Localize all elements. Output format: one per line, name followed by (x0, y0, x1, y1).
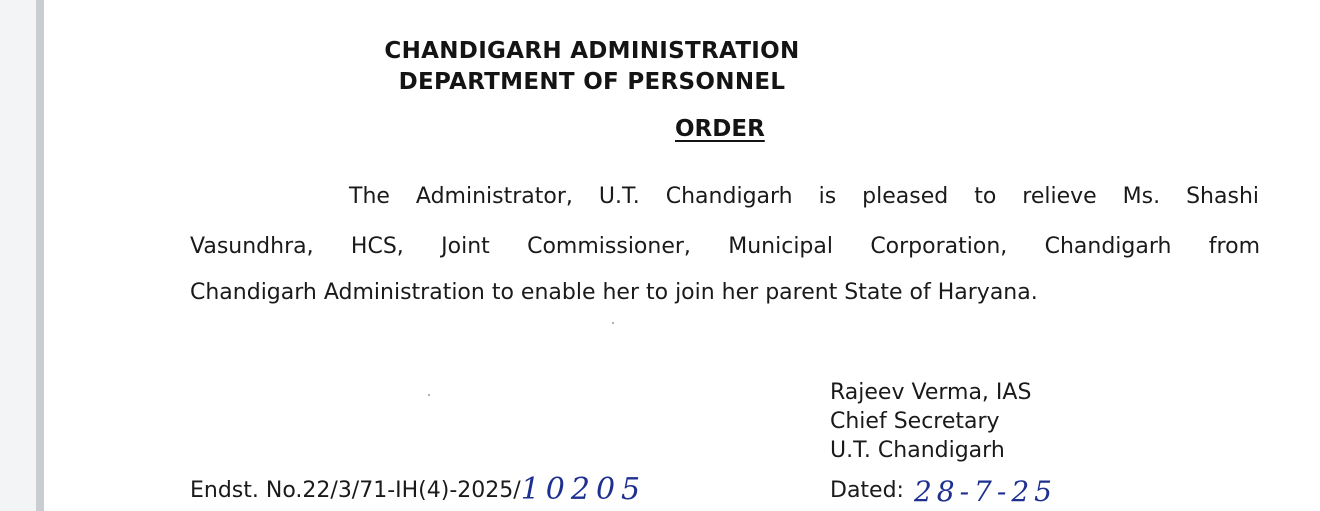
signatory-place: U.T. Chandigarh (830, 438, 1005, 463)
order-body-line2: Vasundhra, HCS, Joint Commissioner, Municipal Corporation, Chandigarh from (190, 234, 1260, 259)
endorsement-label: Endst. No.22/3/71-IH(4)-2025/ (190, 478, 521, 503)
order-title: ORDER (675, 116, 765, 142)
order-body-line1: The Administrator, U.T. Chandigarh is pleased to relieve Ms. Shashi (349, 184, 1259, 209)
handwritten-date: 28-7-25 (913, 475, 1057, 508)
department-heading-line2: DEPARTMENT OF PERSONNEL (398, 69, 786, 95)
dated-label: Dated: (830, 478, 904, 503)
endorsement-number (190, 472, 646, 507)
scan-speck (428, 394, 430, 396)
order-body-line3: Chandigarh Administration to enable her to join her parent State of Haryana. (190, 280, 1038, 305)
handwritten-endorsement-number: 10205 (520, 472, 647, 507)
department-heading-line1: CHANDIGARH ADMINISTRATION (384, 38, 800, 64)
signatory-name: Rajeev Verma, IAS (830, 380, 1032, 405)
signatory-designation: Chief Secretary (830, 409, 1000, 434)
scan-speck (612, 322, 614, 324)
date-line (830, 475, 1057, 508)
